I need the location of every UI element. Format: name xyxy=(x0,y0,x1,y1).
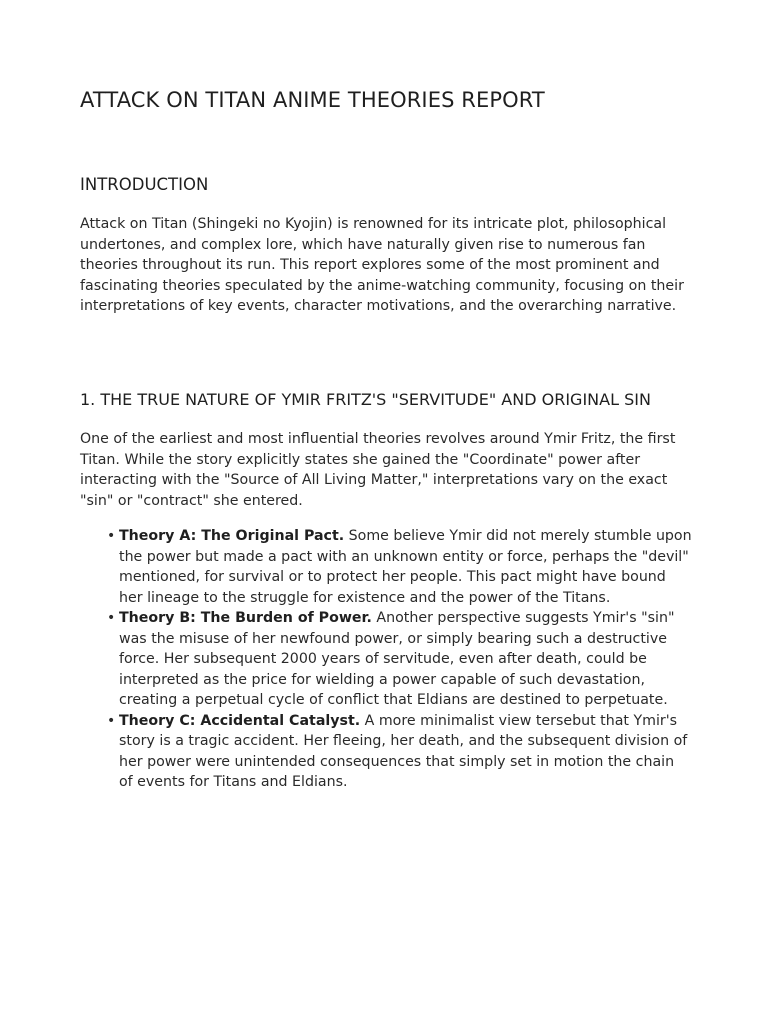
list-item-theory-a xyxy=(80,526,692,608)
introduction-paragraph: Attack on Titan (Shingeki no Kyojin) is renowned for its intricate plot, philosophical undertones, and complex lore, which have naturally given rise to numerous fan theories throughout its run. This report explores some of the most prominent and fascinating theories speculated by the anime-watching community, focusing on their interpretations of key events, character motivations, and the overarching narrative. xyxy=(80,216,684,314)
list-item-theory-c xyxy=(80,711,692,793)
bullet-icon: • xyxy=(107,712,116,729)
bullet-icon: • xyxy=(107,610,116,626)
document-title: ATTACK ON TITAN ANIME THEORIES REPORT xyxy=(80,88,545,112)
theory-b-name: Theory B: The Burden of Power. xyxy=(119,610,372,626)
introduction-heading: INTRODUCTION xyxy=(80,175,209,194)
theory-c-text: A more minimalist view tersebut that Ymir's story is a tragic accident. Her fleeing, her death, and the subsequent division of her power were unintended consequences that simply set in motion the chain of events for Titans and Eldians. xyxy=(119,712,688,790)
list-item-theory-b xyxy=(80,608,692,711)
theory-a-text: Some believe Ymir did not merely stumble upon the power but made a pact with an unknown entity or force, perhaps the "devil" mentioned, for survival or to protect her people. This pact might have bound her lineage to the struggle for existence and the power of the Titans. xyxy=(119,528,692,606)
section-1-heading: 1. THE TRUE NATURE OF YMIR FRITZ'S "SERVITUDE" AND ORIGINAL SIN xyxy=(80,390,651,409)
theory-list xyxy=(80,526,692,793)
section-1-paragraph: One of the earliest and most influential theories revolves around Ymir Fritz, the first Titan. While the story explicitly states she gained the "Coordinate" power after interacting with the "Source of All Living Matter," interpretations vary on the exact "sin" or "contract" she entered. xyxy=(80,431,676,509)
theory-a-name: Theory A: The Original Pact. xyxy=(119,528,345,544)
bullet-icon: • xyxy=(107,528,116,544)
theory-b-text: Another perspective suggests Ymir's "sin" was the misuse of her newfound power, or simply bearing such a destructive force. Her subsequent 2000 years of servitude, even after death, could be interpreted as the price for wielding a power capable of such devastation, creating a perpetual cycle of conflict that Eldians are destined to perpetuate. xyxy=(119,610,675,708)
theory-c-name: Theory C: Accidental Catalyst. xyxy=(119,712,361,729)
